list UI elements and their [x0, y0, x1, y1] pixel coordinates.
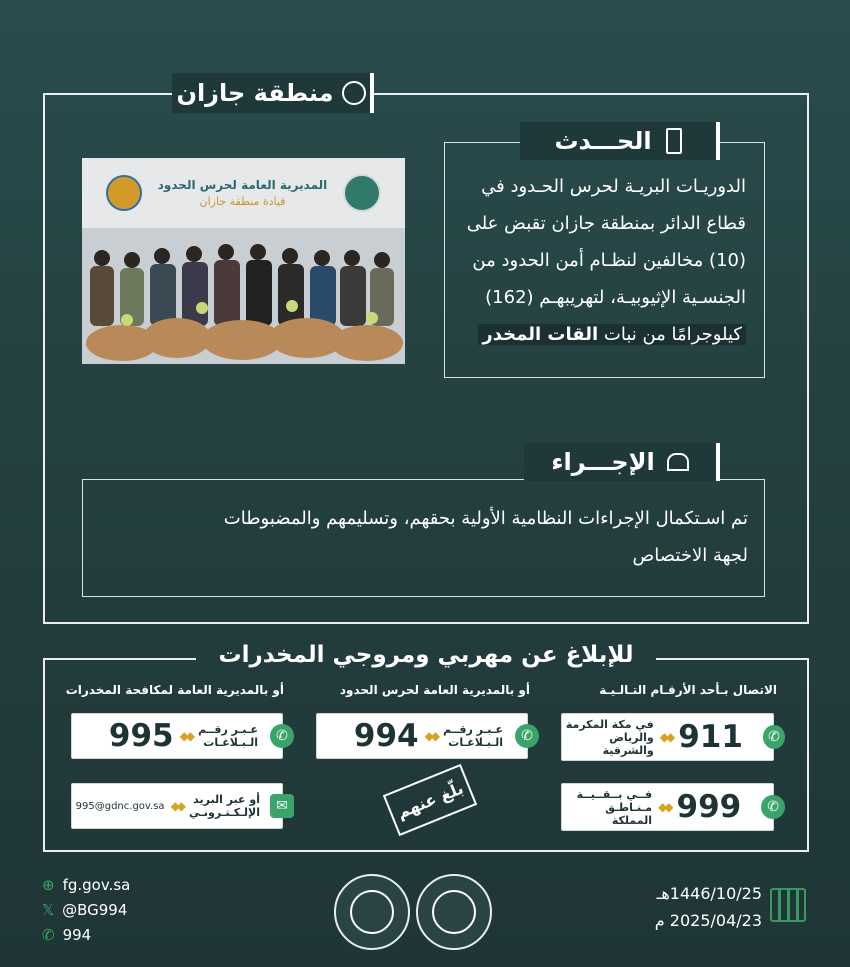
arrows-icon: ◆◆ [170, 799, 184, 813]
event-line-2: قطاع الدائر بمنطقة جازان تقبض على [466, 213, 746, 234]
phone-icon: ✆ [42, 926, 55, 944]
action-text [96, 500, 748, 574]
people-illustration [82, 158, 405, 364]
arrows-icon: ◆◆ [658, 800, 671, 814]
hotline-995[interactable] [71, 713, 288, 759]
envelope-icon: ✉ [270, 794, 294, 818]
email-contact[interactable] [71, 783, 288, 829]
banner-subtitle: قيادة منطقة جازان [199, 195, 286, 208]
phone-icon: ✆ [763, 725, 785, 749]
hotline-995-label-1: عـبـر رقــم [198, 723, 258, 736]
globe-icon: ⊕ [42, 876, 55, 894]
x-logo-icon: 𝕏 [42, 901, 55, 919]
event-highlight: القات المخدر [482, 324, 599, 345]
action-line-1: تم اسـتكمال الإجراءات النظامية الأولية بحقهم، وتسليمهم والمضبوطات [223, 508, 748, 529]
phone-icon: ✆ [515, 724, 539, 748]
footer-phone[interactable] [42, 926, 91, 944]
event-tick [716, 122, 720, 160]
region-title-tag [172, 73, 370, 113]
action-title: الإجـــراء [551, 448, 655, 476]
event-text [452, 168, 746, 353]
title-tick [370, 73, 374, 113]
email-address[interactable]: 995@gdnc.gov.sa [75, 800, 165, 812]
hotline-994-label-2: الـبـلاغـات [448, 736, 503, 749]
event-line-5 [452, 316, 746, 353]
hotline-911-label-2: والرياض والشرقية [602, 730, 654, 757]
action-title-tag [524, 443, 716, 481]
footer-phone-text: 994 [62, 926, 92, 944]
event-photo [82, 158, 405, 364]
date-gregorian: 2025/04/23 م [654, 911, 762, 930]
event-title: الحـــدث [554, 127, 652, 155]
region-title: منطقة جازان [176, 79, 334, 107]
kingdom-emblem-seal [416, 874, 492, 950]
search-map-icon [342, 81, 366, 105]
event-line-4: الجنسـية الإثيوبيـة، لتهريبهـم (162) [485, 287, 746, 308]
footer-dates [610, 884, 762, 930]
banner-title: المديرية العامة لحرس الحدود [157, 178, 328, 192]
col-mid-header: أو بالمديرية العامة لحرس الحدود [339, 683, 530, 697]
arrows-icon: ◆◆ [659, 730, 673, 744]
phone-icon: ✆ [270, 724, 294, 748]
hotline-999[interactable] [561, 783, 779, 831]
date-hijri: 1446/10/25هـ [656, 884, 762, 903]
phone-icon: ✆ [761, 795, 785, 819]
hotline-911-number: 911 [678, 719, 743, 755]
hotline-995-number: 995 [108, 718, 174, 754]
action-tick [716, 443, 720, 481]
x-handle-text: @BG994 [62, 901, 128, 919]
event-line-5-text: كيلوجرامًا من نبات [603, 324, 742, 345]
event-line-1: الدوريـات البريـة لحرس الحـدود في [481, 176, 746, 197]
hotline-911-label-1: في مكة المكرمة [565, 717, 654, 731]
hotline-911[interactable] [561, 713, 780, 761]
col-left-header: أو بالمديرية العامة لمكافحة المخدرات [65, 683, 284, 697]
report-title: للإبلاغ عن مهربي ومروجي المخدرات [196, 638, 656, 672]
email-label-2: الإلـكـتـرونـي [189, 806, 260, 819]
event-title-tag [520, 122, 716, 160]
walkie-talkie-icon [666, 128, 682, 154]
hotline-994-number: 994 [353, 718, 419, 754]
website-text: fg.gov.sa [62, 876, 131, 894]
hotline-999-label-2: مـنـاطـق المملكة [605, 800, 653, 827]
arrows-icon: ◆◆ [179, 729, 193, 743]
siren-icon [667, 453, 689, 471]
arrows-icon: ◆◆ [424, 729, 438, 743]
hotline-999-number: 999 [676, 789, 742, 825]
footer-x[interactable] [42, 901, 127, 919]
hotline-999-label-1: فــي بــقــيــة [576, 787, 653, 801]
calendar-icon [770, 888, 806, 922]
hotline-994[interactable] [316, 713, 533, 759]
col-right-header: الاتصال بـأحد الأرقـام التـالـيـة [599, 683, 777, 697]
action-line-2: لجهة الاختصاص [632, 545, 748, 566]
border-guard-seal [334, 874, 410, 950]
hotline-994-label-1: عـبـر رقــم [443, 723, 503, 736]
footer-website[interactable] [42, 876, 130, 894]
event-line-3: (10) مخالفين لنظـام أمن الحدود من [472, 250, 746, 271]
email-label-1: أو عبر البريد [193, 793, 260, 806]
stamp-text: بلّغ عنهم [394, 778, 466, 822]
hotline-995-label-2: الـبـلاغـات [203, 736, 258, 749]
